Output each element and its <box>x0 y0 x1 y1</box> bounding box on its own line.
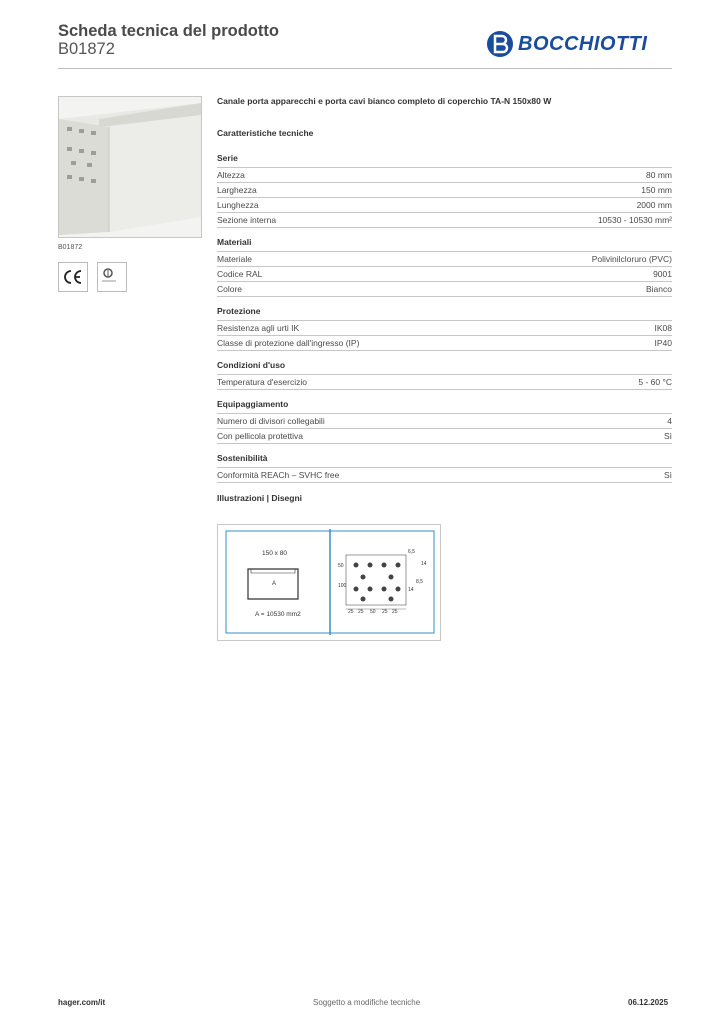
spec-label: Con pellicola protettiva <box>217 431 303 441</box>
specs-panel <box>217 96 672 503</box>
spec-row <box>217 282 672 297</box>
spec-group-title: Equipaggiamento <box>217 399 672 414</box>
illustrations-title: Illustrazioni | Disegni <box>217 493 303 503</box>
drawing-area-value: A = 10530 mm2 <box>255 611 301 618</box>
spec-value: Polivinilcloruro (PVC) <box>591 254 672 264</box>
dim-label: 25 <box>382 609 388 615</box>
dim-label: 50 <box>338 563 344 569</box>
spec-row <box>217 414 672 429</box>
tech-heading: Caratteristiche tecniche <box>217 128 314 138</box>
spec-row <box>217 183 672 198</box>
spec-value: 150 mm <box>641 185 672 195</box>
spec-value: 2000 mm <box>636 200 672 210</box>
dim-label: 50 <box>370 609 376 615</box>
spec-row <box>217 336 672 351</box>
spec-value: 10530 - 10530 mm² <box>597 215 672 225</box>
spec-row <box>217 375 672 390</box>
spec-group <box>217 237 672 297</box>
spec-label: Codice RAL <box>217 269 263 279</box>
footer-date: 06.12.2025 <box>628 998 669 1007</box>
image-caption: B01872 <box>58 244 83 251</box>
product-code: B01872 <box>58 40 115 58</box>
dim-label: 25 <box>392 609 398 615</box>
spec-value: IK08 <box>654 323 672 333</box>
spec-label: Colore <box>217 284 243 294</box>
brand-logo-icon <box>486 30 514 58</box>
spec-label: Materiale <box>217 254 252 264</box>
brand-name: BOCCHIOTTI <box>518 32 648 55</box>
spec-value: Sì <box>663 431 672 441</box>
spec-row <box>217 252 672 267</box>
ce-mark-icon <box>58 262 88 292</box>
spec-row <box>217 168 672 183</box>
dim-label: 14 <box>408 587 414 593</box>
product-image <box>58 96 202 238</box>
spec-group <box>217 453 672 483</box>
brand-logo <box>486 28 647 60</box>
dim-label: 100 <box>338 583 347 589</box>
spec-value: 80 mm <box>646 170 672 180</box>
spec-group <box>217 360 672 390</box>
spec-value: Bianco <box>646 284 672 294</box>
spec-label: Resistenza agli urti IK <box>217 323 300 333</box>
spec-label: Classe di protezione dall'ingresso (IP) <box>217 338 360 348</box>
page-title: Scheda tecnica del prodotto <box>58 22 279 40</box>
drawing-area-label: A <box>272 581 277 587</box>
dim-label: 6,5 <box>408 549 415 555</box>
spec-groups <box>217 153 672 483</box>
dim-label: 25 <box>358 609 364 615</box>
spec-row <box>217 321 672 336</box>
spec-row <box>217 198 672 213</box>
spec-row <box>217 429 672 444</box>
spec-group-title: Condizioni d'uso <box>217 360 672 375</box>
spec-group <box>217 306 672 351</box>
spec-value: 5 - 60 °C <box>638 377 672 387</box>
spec-row <box>217 267 672 282</box>
spec-label: Lunghezza <box>217 200 259 210</box>
drawing-size-label: 150 x 80 <box>262 550 287 557</box>
spec-group <box>217 153 672 228</box>
spec-group-title: Serie <box>217 153 672 168</box>
spec-group-title: Materiali <box>217 237 672 252</box>
dim-label: 8,5 <box>416 579 423 585</box>
spec-group-title: Protezione <box>217 306 672 321</box>
spec-value: 4 <box>667 416 672 426</box>
header-divider <box>58 68 672 69</box>
spec-group <box>217 399 672 444</box>
spec-label: Conformità REACh – SVHC free <box>217 470 340 480</box>
spec-row <box>217 213 672 228</box>
dim-label: 25 <box>348 609 354 615</box>
product-description: Canale porta apparecchi e porta cavi bianco completo di coperchio TA-N 150x80 W <box>217 96 552 106</box>
spec-label: Larghezza <box>217 185 257 195</box>
spec-label: Numero di divisori collegabili <box>217 416 325 426</box>
footer-website: hager.com/it <box>58 998 106 1007</box>
certification-mark-icon <box>97 262 127 292</box>
spec-value: 9001 <box>653 269 672 279</box>
spec-label: Sezione interna <box>217 215 277 225</box>
footer-notice: Soggetto a modifiche tecniche <box>313 998 421 1007</box>
technical-drawing <box>217 524 441 641</box>
spec-value: IP40 <box>654 338 672 348</box>
spec-row <box>217 468 672 483</box>
spec-label: Altezza <box>217 170 245 180</box>
dim-label: 14 <box>421 561 427 567</box>
spec-value: Sì <box>663 470 672 480</box>
spec-label: Temperatura d'esercizio <box>217 377 307 387</box>
spec-group-title: Sostenibilità <box>217 453 672 468</box>
